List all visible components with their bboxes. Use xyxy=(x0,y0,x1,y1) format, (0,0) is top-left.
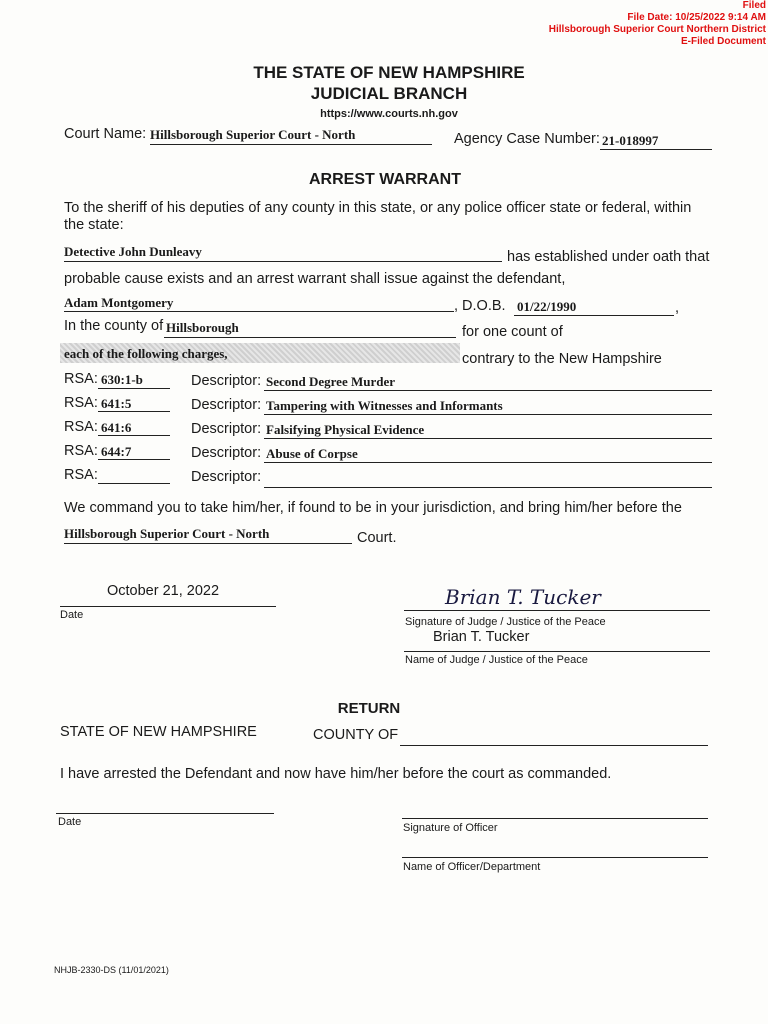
descriptor-label: Descriptor: xyxy=(191,421,262,437)
signature-label: Signature of Judge / Justice of the Peace xyxy=(405,616,606,628)
oath-text: has established under oath that xyxy=(507,249,710,265)
officer-name-label: Name of Officer/Department xyxy=(403,861,541,873)
probable-cause-text: probable cause exists and an arrest warrant shall issue against the defendant, xyxy=(64,271,566,287)
judge-name: Brian T. Tucker xyxy=(433,629,530,645)
charges-text: each of the following charges, xyxy=(64,346,228,361)
rsa-label: RSA: xyxy=(64,467,98,483)
before-court-name: Hillsborough Superior Court - North xyxy=(64,526,270,541)
return-date-label: Date xyxy=(58,816,82,828)
agency-case-number: 21-018997 xyxy=(602,133,659,148)
rsa-label: RSA: xyxy=(64,419,98,435)
descriptor-label: Descriptor: xyxy=(191,469,262,485)
court-name-label: Court Name: xyxy=(64,126,147,142)
court-website: https://www.courts.nh.gov xyxy=(320,108,458,120)
officer-name: Detective John Dunleavy xyxy=(64,244,202,259)
date-label: Date xyxy=(60,609,84,621)
return-county-label: COUNTY OF xyxy=(313,727,399,743)
efile-status: Filed xyxy=(742,0,766,11)
judge-signature: Brian T. Tucker xyxy=(445,585,601,609)
contrary-text: contrary to the New Hampshire xyxy=(462,351,662,367)
county-label: In the county of xyxy=(64,318,164,334)
efile-stamp xyxy=(549,0,766,48)
form-number: NHJB-2330-DS (11/01/2021) xyxy=(54,965,169,975)
court-word: Court. xyxy=(357,530,397,546)
rsa-value: 641:6 xyxy=(101,420,132,435)
dob-value: 01/22/1990 xyxy=(517,299,577,314)
descriptor-label: Descriptor: xyxy=(191,397,262,413)
descriptor-value: Falsifying Physical Evidence xyxy=(266,422,425,437)
court-name-value: Hillsborough Superior Court - North xyxy=(150,127,356,142)
descriptor-value: Second Degree Murder xyxy=(266,374,396,389)
branch-heading: JUDICIAL BRANCH xyxy=(310,84,468,103)
descriptor-label: Descriptor: xyxy=(191,445,262,461)
return-statement: I have arrested the Defendant and now have him/her before the court as commanded. xyxy=(60,766,612,782)
judge-name-label: Name of Judge / Justice of the Peace xyxy=(405,654,588,666)
rsa-value: 630:1-b xyxy=(101,372,143,387)
return-title: RETURN xyxy=(337,700,401,717)
command-text: We command you to take him/her, if found to be in your jurisdiction, and bring him/her before the xyxy=(64,500,682,516)
warrant-title: ARREST WARRANT xyxy=(309,171,461,188)
efile-date: File Date: 10/25/2022 9:14 AM xyxy=(627,12,766,23)
rsa-label: RSA: xyxy=(64,371,98,387)
descriptor-value: Abuse of Corpse xyxy=(266,446,358,461)
rsa-label: RSA: xyxy=(64,443,98,459)
agency-case-label: Agency Case Number: xyxy=(454,131,600,147)
return-state: STATE OF NEW HAMPSHIRE xyxy=(60,724,257,740)
county-value: Hillsborough xyxy=(166,320,239,335)
state-heading: THE STATE OF NEW HAMPSHIRE xyxy=(253,63,525,82)
dob-comma: , xyxy=(675,300,680,316)
defendant-name: Adam Montgomery xyxy=(64,295,174,310)
descriptor-value: Tampering with Witnesses and Informants xyxy=(266,398,503,413)
warrant-intro: To the sheriff of his deputies of any county in this state, or any police officer state or federal, within the state: xyxy=(64,200,692,233)
officer-signature-label: Signature of Officer xyxy=(403,822,498,834)
dob-label: , D.O.B. xyxy=(454,298,506,314)
rsa-label: RSA: xyxy=(64,395,98,411)
count-text: for one count of xyxy=(462,324,563,340)
warrant-date: October 21, 2022 xyxy=(107,583,220,599)
efile-doc-type: E-Filed Document xyxy=(680,36,766,47)
descriptor-label: Descriptor: xyxy=(191,373,262,389)
efile-court: Hillsborough Superior Court Northern District xyxy=(548,24,766,35)
rsa-value: 641:5 xyxy=(101,396,132,411)
rsa-value: 644:7 xyxy=(101,444,132,459)
